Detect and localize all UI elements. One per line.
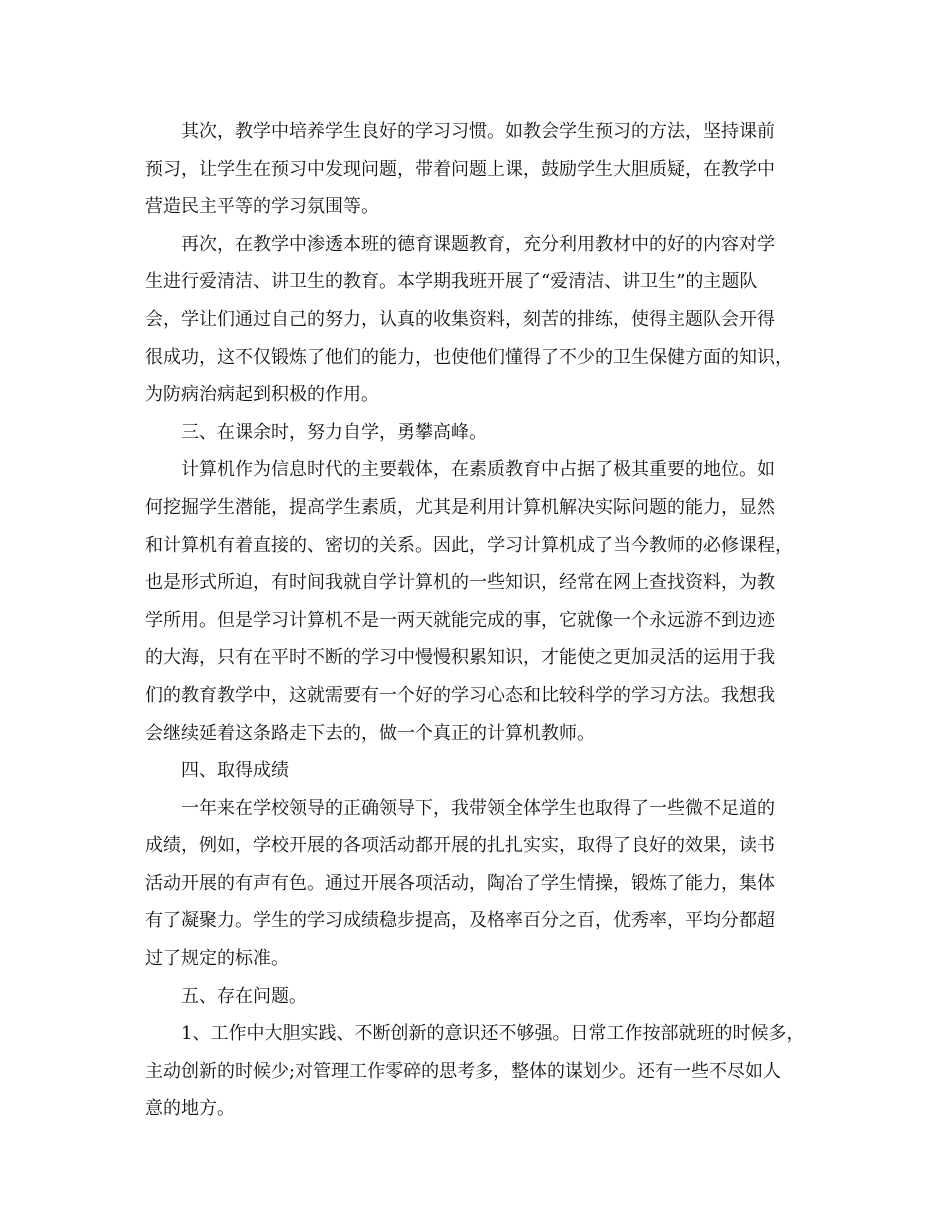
paragraph-moral-education — [145, 226, 810, 414]
text-line: 有了凝聚力。学生的学习成绩稳步提高，及格率百分之百，优秀率，平均分都超 — [145, 910, 775, 932]
text-line: 1、工作中大胆实践、不断创新的意识还不够强。日常工作按部就班的时候多， — [181, 1023, 805, 1045]
paragraph-habits — [145, 113, 810, 226]
section-heading: 五、存在问题。 — [181, 985, 307, 1007]
text-line: 和计算机有着直接的、密切的关系。因此，学习计算机成了当今教师的必修课程， — [145, 534, 793, 556]
text-line: 也是形式所迫，有时间我就自学计算机的一些知识，经常在网上查找资料，为教 — [145, 572, 775, 594]
text-line: 会，学让们通过自己的努力，认真的收集资料，刻苦的排练，使得主题队会开得 — [145, 308, 775, 330]
text-line: 何挖掘学生潜能，提高学生素质，尤其是利用计算机解决实际问题的能力，显然 — [145, 496, 775, 518]
text-line: 计算机作为信息时代的主要载体，在素质教育中占据了极其重要的地位。如 — [181, 459, 775, 481]
paragraph-computer — [145, 451, 810, 752]
text-line: 营造民主平等的学习氛围等。 — [145, 196, 379, 218]
text-line: 过了规定的标准。 — [145, 948, 289, 970]
text-line: 为防病治病起到积极的作用。 — [145, 384, 379, 406]
text-line: 的大海，只有在平时不断的学习中慢慢积累知识，才能使之更加灵活的运用于我 — [145, 647, 775, 669]
document-body — [145, 113, 810, 1128]
text-line: 其次，教学中培养学生良好的学习习惯。如教会学生预习的方法，坚持课前 — [181, 121, 775, 142]
text-line: 们的教育教学中，这就需要有一个好的学习心态和比较科学的学习方法。我想我 — [145, 684, 775, 706]
text-line: 再次，在教学中渗透本班的德育课题教育，充分利用教材中的好的内容对学 — [181, 233, 775, 255]
heading-problems — [145, 978, 810, 1016]
text-line: 预习，让学生在预习中发现问题，带着问题上课，鼓励学生大胆质疑，在教学中 — [145, 158, 775, 180]
text-line: 成绩，例如，学校开展的各项活动都开展的扎扎实实，取得了良好的效果，读书 — [145, 835, 775, 857]
heading-self-study — [145, 414, 810, 452]
text-line: 一年来在学校领导的正确领导下，我带领全体学生也取得了一些微不足道的 — [181, 797, 775, 819]
section-heading: 四、取得成绩 — [181, 760, 289, 782]
paragraph-achievements — [145, 790, 810, 978]
text-line: 活动开展的有声有色。通过开展各项活动，陶冶了学生情操，锻炼了能力，集体 — [145, 872, 775, 894]
text-line: 意的地方。 — [145, 1098, 235, 1120]
text-line: 会继续延着这条路走下去的，做一个真正的计算机教师。 — [145, 722, 595, 744]
section-heading: 三、在课余时，努力自学，勇攀高峰。 — [181, 421, 487, 443]
text-line: 很成功，这不仅锻炼了他们的能力，也使他们懂得了不少的卫生保健方面的知识， — [145, 346, 793, 368]
paragraph-problem-1 — [145, 1015, 810, 1128]
heading-achievements — [145, 752, 810, 790]
text-line: 主动创新的时候少;对管理工作零碎的思考多，整体的谋划少。还有一些不尽如人 — [145, 1060, 782, 1082]
text-line: 生进行爱清洁、讲卫生的教育。本学期我班开展了“爱清洁、讲卫生”的主题队 — [145, 271, 758, 293]
text-line: 学所用。但是学习计算机不是一两天就能完成的事，它就像一个永远游不到边迹 — [145, 609, 775, 631]
